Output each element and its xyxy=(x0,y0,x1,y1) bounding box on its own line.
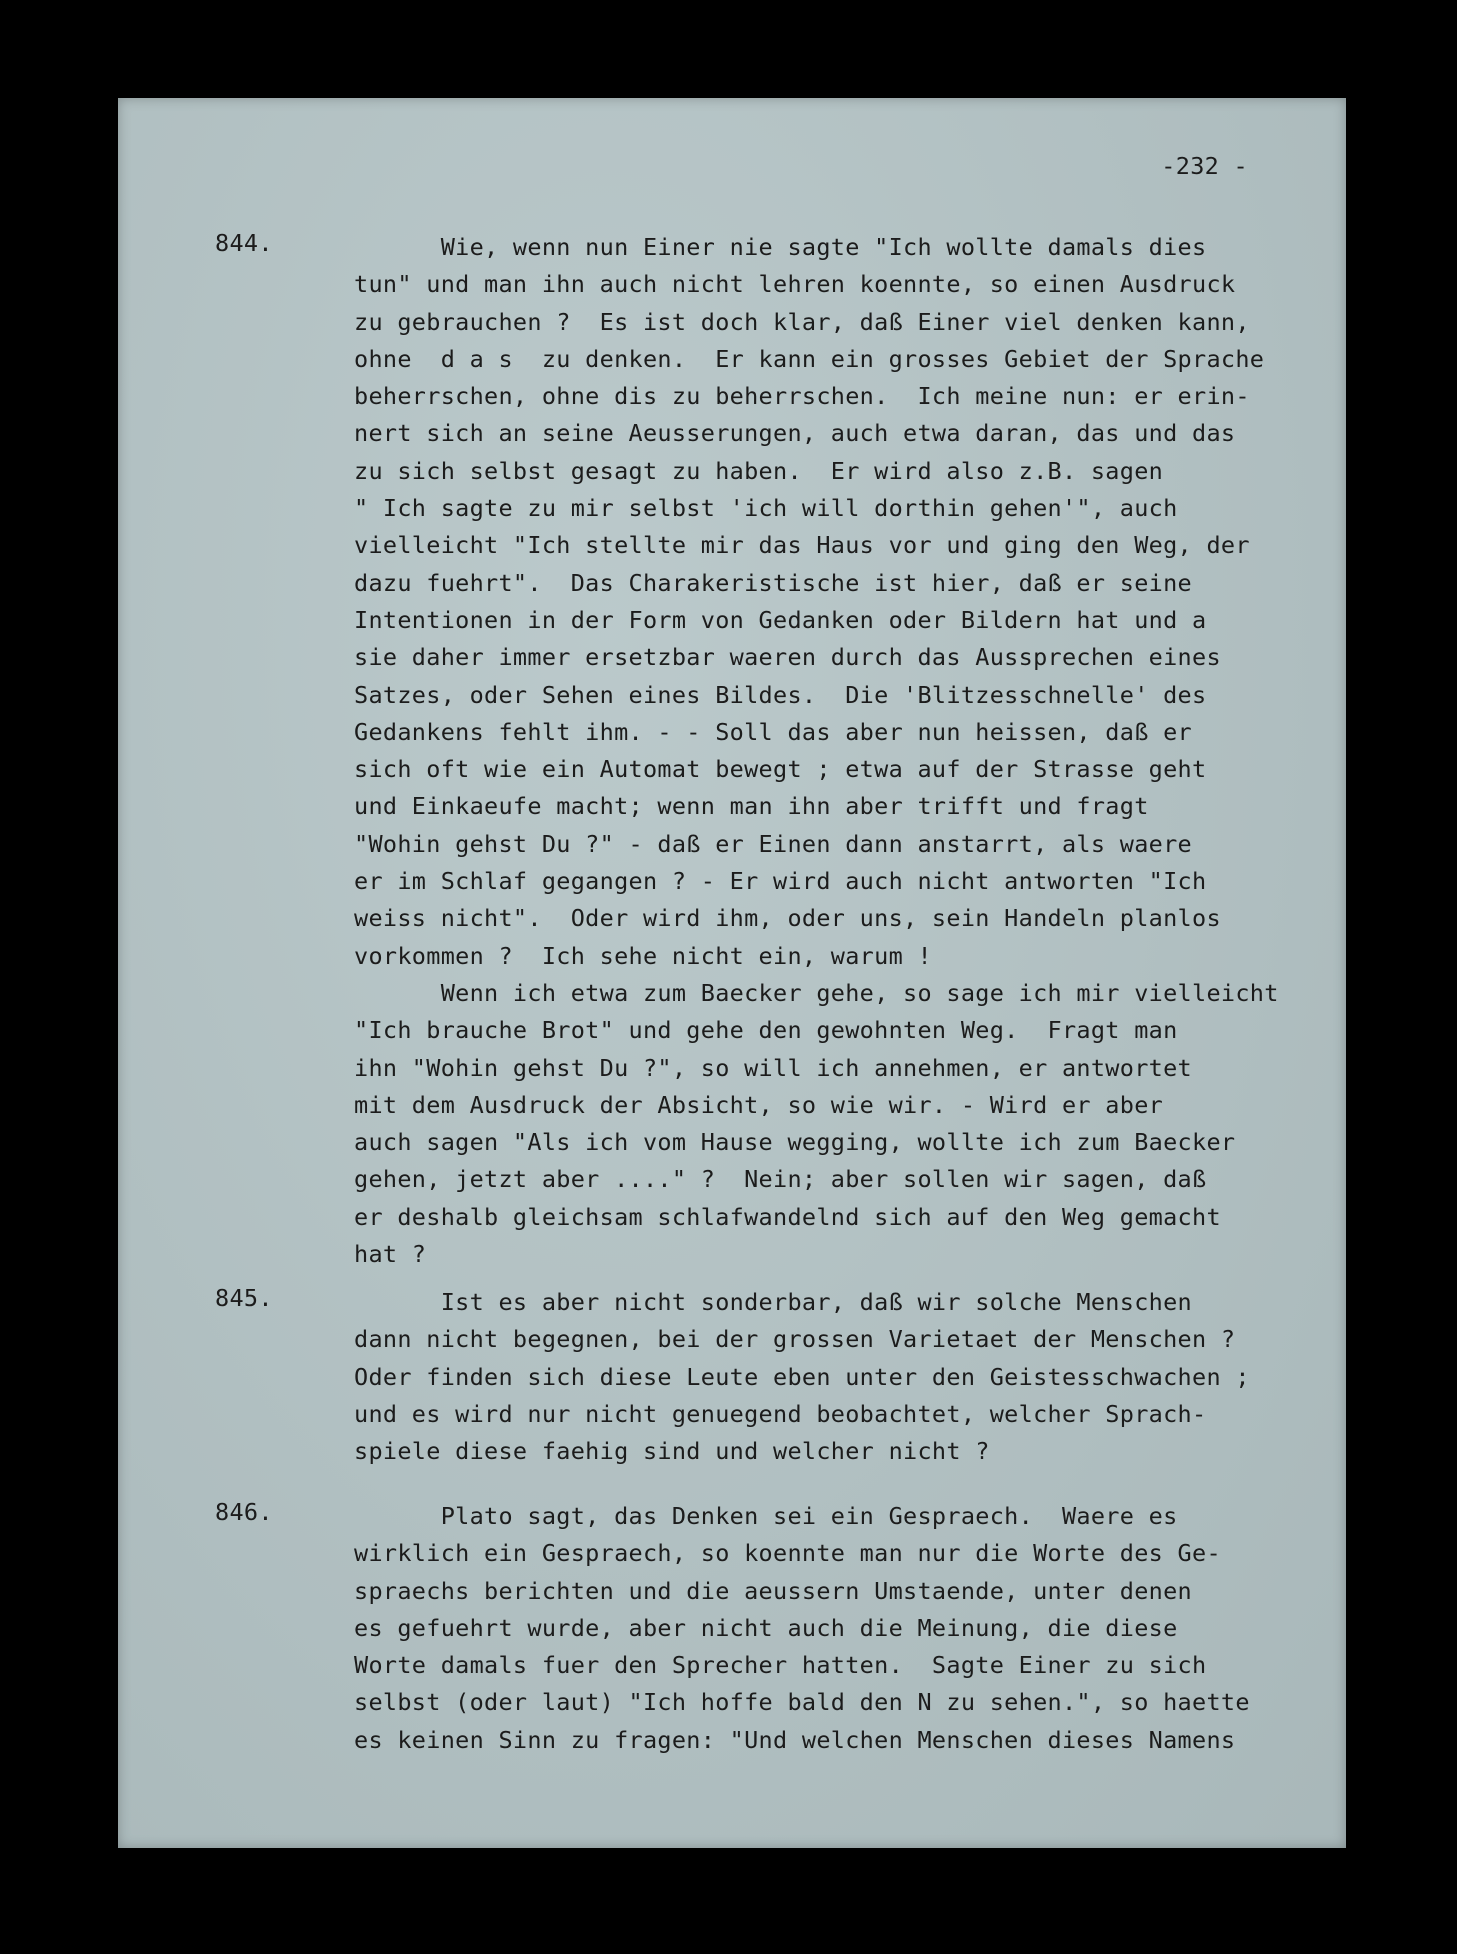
text-line: dazu fuehrt". Das Charakeristische ist hier, daß er seine xyxy=(354,568,1192,597)
text-line: er deshalb gleichsam schlafwandelnd sich auf den Weg gemacht xyxy=(354,1202,1221,1231)
text-line: vielleicht "Ich stellte mir das Haus vor und ging den Weg, der xyxy=(354,531,1250,560)
text-line: gehen, jetzt aber ...." ? Nein; aber sollen wir sagen, daß xyxy=(354,1165,1207,1194)
text-line: vorkommen ? Ich sehe nicht ein, warum ! xyxy=(354,941,932,970)
text-line: "Wohin gehst Du ?" - daß er Einen dann anstarrt, als waere xyxy=(354,829,1192,858)
text-line: und Einkaeufe macht; wenn man ihn aber trifft und fragt xyxy=(354,792,1149,821)
paragraph-number-844: 844. xyxy=(215,229,273,257)
text-line: er im Schlaf gegangen ? - Er wird auch nicht antworten "Ich xyxy=(354,867,1207,896)
paragraph-number-845: 845. xyxy=(215,1284,273,1312)
text-line: selbst (oder laut) "Ich hoffe bald den N zu sehen.", so haette xyxy=(354,1688,1250,1717)
text-line: ihn "Wohin gehst Du ?", so will ich annehmen, er antwortet xyxy=(354,1053,1192,1082)
text-line: dann nicht begegnen, bei der grossen Varietaet der Menschen ? xyxy=(354,1325,1236,1354)
text-line: zu sich selbst gesagt zu haben. Er wird also z.B. sagen xyxy=(354,456,1164,485)
text-line: nert sich an seine Aeusserungen, auch etwa daran, das und das xyxy=(354,419,1236,448)
text-line: mit dem Ausdruck der Absicht, so wie wir. - Wird er aber xyxy=(354,1090,1164,1119)
text-line: beherrschen, ohne dis zu beherrschen. Ich meine nun: er erin- xyxy=(354,382,1250,411)
text-line: zu gebrauchen ? Es ist doch klar, daß Einer viel denken kann, xyxy=(354,307,1250,336)
text-line: es gefuehrt wurde, aber nicht auch die Meinung, die diese xyxy=(354,1613,1178,1642)
text-line: ohne d a s zu denken. Er kann ein grosses Gebiet der Sprache xyxy=(354,344,1265,373)
paragraph-845 xyxy=(354,1284,1250,1470)
text-line: Ist es aber nicht sonderbar, daß wir solche Menschen xyxy=(354,1288,1192,1316)
text-line: Wenn ich etwa zum Baecker gehe, so sage ich mir vielleicht xyxy=(354,978,1279,1007)
text-line: Satzes, oder Sehen eines Bildes. Die 'Blitzesschnelle' des xyxy=(354,680,1207,709)
text-line: hat ? xyxy=(354,1240,427,1269)
text-line: "Ich brauche Brot" und gehe den gewohnten Weg. Fragt man xyxy=(354,1016,1178,1045)
text-line: Wie, wenn nun Einer nie sagte "Ich wollte damals dies xyxy=(354,233,1207,261)
text-line: " Ich sagte zu mir selbst 'ich will dorthin gehen'", auch xyxy=(354,494,1178,523)
text-line: auch sagen "Als ich vom Hause wegging, wollte ich zum Baecker xyxy=(354,1128,1236,1157)
text-line: tun" und man ihn auch nicht lehren koennte, so einen Ausdruck xyxy=(354,270,1236,299)
text-line: und es wird nur nicht genuegend beobachtet, welcher Sprach- xyxy=(354,1399,1207,1428)
paragraph-846 xyxy=(354,1498,1250,1759)
text-line: wirklich ein Gespraech, so koennte man nur die Worte des Ge- xyxy=(354,1539,1221,1568)
text-line: Intentionen in der Form von Gedanken oder Bildern hat und a xyxy=(354,605,1207,634)
text-line: Plato sagt, das Denken sei ein Gespraech. Waere es xyxy=(354,1502,1178,1530)
text-line: spraechs berichten und die aeussern Umstaende, unter denen xyxy=(354,1576,1192,1605)
text-line: spiele diese faehig sind und welcher nicht ? xyxy=(354,1437,990,1466)
text-line: es keinen Sinn zu fragen: "Und welchen Menschen dieses Namens xyxy=(354,1725,1236,1754)
page-number: -232 - xyxy=(1161,152,1248,180)
paragraph-number-846: 846. xyxy=(215,1498,273,1526)
text-line: sie daher immer ersetzbar waeren durch das Aussprechen eines xyxy=(354,643,1221,672)
text-line: Worte damals fuer den Sprecher hatten. Sagte Einer zu sich xyxy=(354,1651,1207,1680)
text-line: Gedankens fehlt ihm. - - Soll das aber nun heissen, daß er xyxy=(354,717,1192,746)
typewritten-page xyxy=(118,98,1346,1848)
text-line: sich oft wie ein Automat bewegt ; etwa auf der Strasse geht xyxy=(354,755,1207,784)
text-line: weiss nicht". Oder wird ihm, oder uns, sein Handeln planlos xyxy=(354,904,1221,933)
text-line: Oder finden sich diese Leute eben unter den Geistesschwachen ; xyxy=(354,1362,1250,1391)
paragraph-844 xyxy=(354,229,1279,1273)
